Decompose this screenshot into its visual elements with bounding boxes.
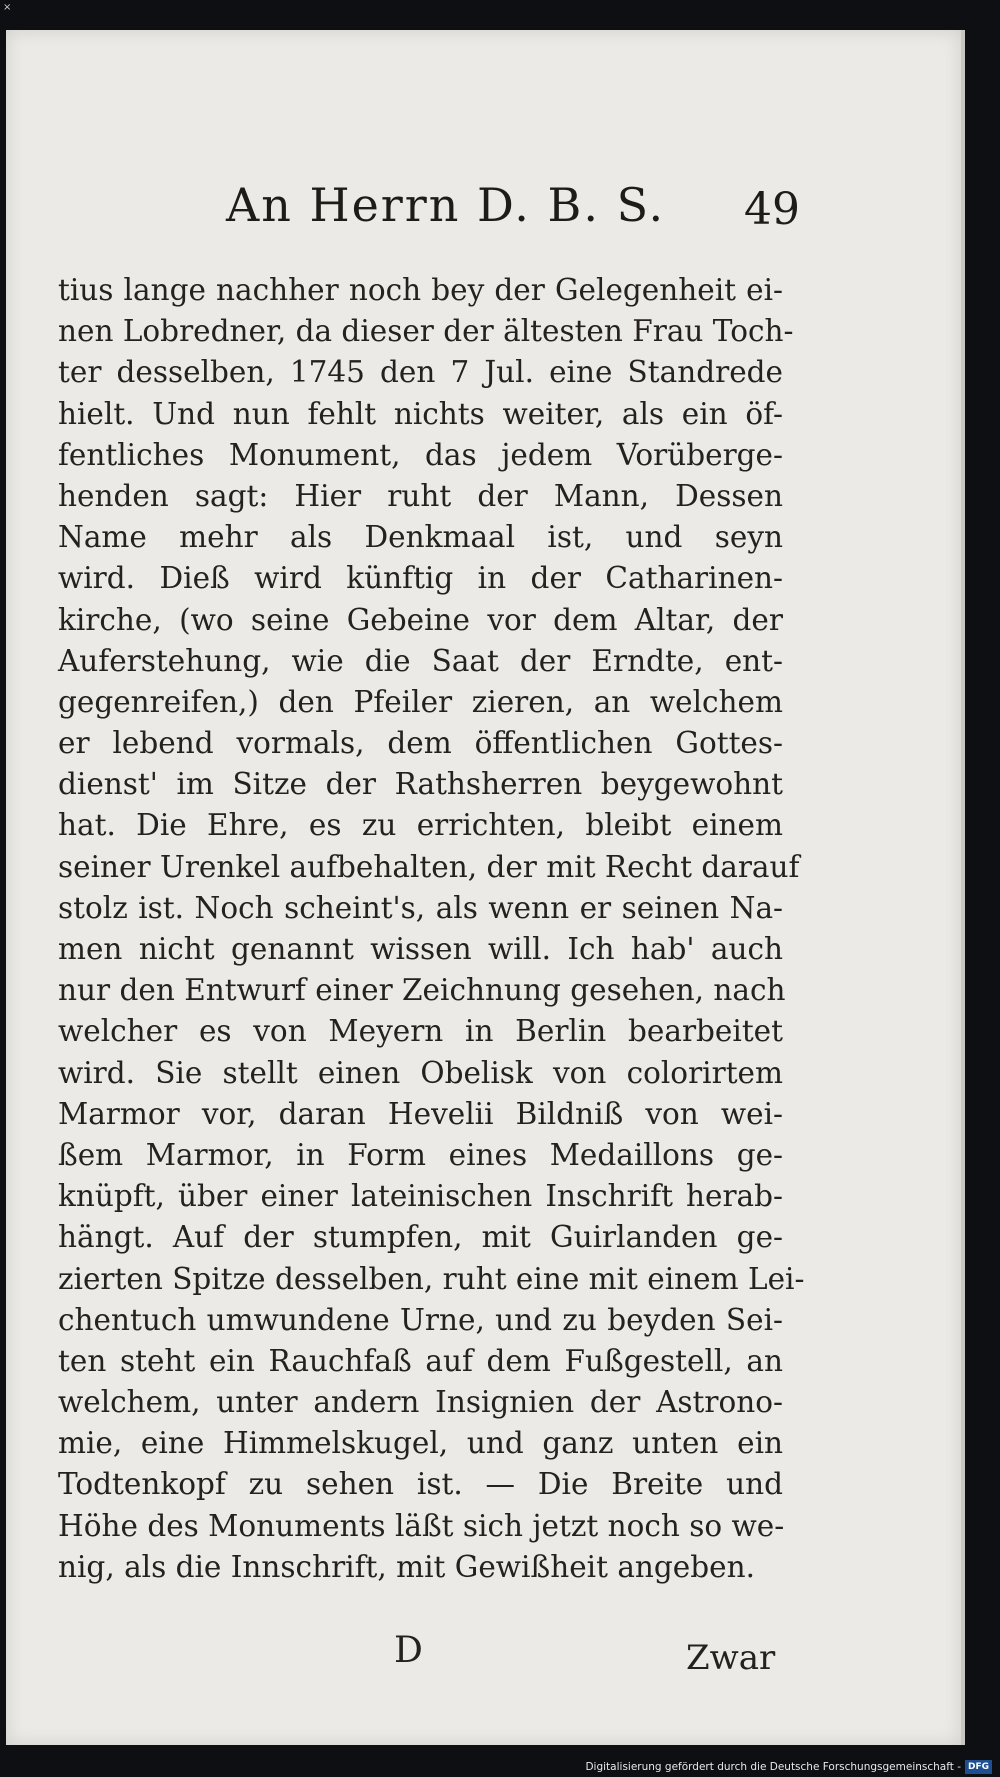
text-line: er lebend vormals, dem öffentlichen Gottes-	[58, 726, 783, 761]
dfg-credit-text: Digitalisierung gefördert durch die Deutsche Forschungsgemeinschaft -	[585, 1760, 961, 1773]
text-line: seiner Urenkel aufbehalten, der mit Recht darauf	[58, 849, 800, 884]
text-line: fentliches Monument, das jedem Vorüberge-	[58, 437, 783, 472]
text-line: welchem, unter andern Insignien der Astrono-	[58, 1385, 783, 1420]
text-line: henden sagt: Hier ruht der Mann, Dessen	[58, 478, 783, 513]
text-line: nur den Entwurf einer Zeichnung gesehen, nach	[58, 973, 786, 1008]
text-line: hielt. Und nun fehlt nichts weiter, als ein öf-	[58, 396, 783, 431]
text-line: ter desselben, 1745 den 7 Jul. eine Standrede	[58, 355, 783, 390]
dfg-credit-bar	[585, 1758, 992, 1775]
page-header	[6, 178, 961, 248]
text-line: hat. Die Ehre, es zu errichten, bleibt einem	[58, 808, 783, 843]
text-line: men nicht genannt wissen will. Ich hab' auch	[58, 932, 783, 966]
text-line: Marmor vor, daran Hevelii Bildniß von wei-	[58, 1096, 783, 1131]
text-line: stolz ist. Noch scheint's, als wenn er seinen Na-	[58, 890, 783, 925]
text-line: wird. Sie stellt einen Obelisk von colorirtem	[58, 1055, 783, 1090]
corner-mark: ×	[3, 2, 12, 13]
body-text	[58, 270, 805, 1588]
page-footer	[6, 1630, 961, 1700]
text-line: zierten Spitze desselben, ruht eine mit einem Lei-	[58, 1261, 805, 1296]
page-number: 49	[744, 184, 800, 235]
text-line: kirche, (wo seine Gebeine vor dem Altar, der	[58, 602, 783, 637]
text-line: hängt. Auf der stumpfen, mit Guirlanden ge-	[58, 1220, 783, 1255]
text-line: Name mehr als Denkmaal ist, und seyn	[58, 520, 783, 555]
text-line: chentuch umwundene Urne, und zu beyden Sei-	[58, 1302, 783, 1337]
text-line: Höhe des Monuments läßt sich jetzt noch so we-	[58, 1508, 785, 1543]
text-line: ten steht ein Rauchfaß auf dem Fußgestell, an	[58, 1343, 783, 1378]
text-line: knüpft, über einer lateinischen Inschrift herab-	[58, 1179, 783, 1214]
text-line: ßem Marmor, in Form eines Medaillons ge-	[58, 1137, 783, 1172]
text-line: mie, eine Himmelskugel, und ganz unten ein	[58, 1426, 783, 1461]
dfg-logo: DFG	[965, 1760, 992, 1774]
text-line: nig, als die Innschrift, mit Gewißheit angeben.	[58, 1549, 755, 1584]
signature-mark: D	[394, 1630, 423, 1671]
text-line: gegenreifen,) den Pfeiler zieren, an welchem	[58, 684, 783, 719]
text-line: nen Lobredner, da dieser der ältesten Frau Toch-	[58, 314, 794, 349]
catchword: Zwar	[686, 1638, 776, 1678]
text-line: wird. Dieß wird künftig in der Catharinen-	[58, 561, 783, 596]
book-page	[6, 30, 961, 1745]
text-line: welcher es von Meyern in Berlin bearbeitet	[58, 1014, 783, 1049]
text-line: Auferstehung, wie die Saat der Erndte, ent-	[58, 643, 783, 678]
text-line: dienst' im Sitze der Rathsherren beygewohnt	[58, 767, 783, 802]
page-edge	[961, 30, 965, 1745]
text-line: Todtenkopf zu sehen ist. — Die Breite und	[58, 1467, 783, 1502]
text-line: tius lange nachher noch bey der Gelegenheit ei-	[58, 273, 783, 307]
running-head: An Herrn D. B. S.	[226, 178, 666, 232]
